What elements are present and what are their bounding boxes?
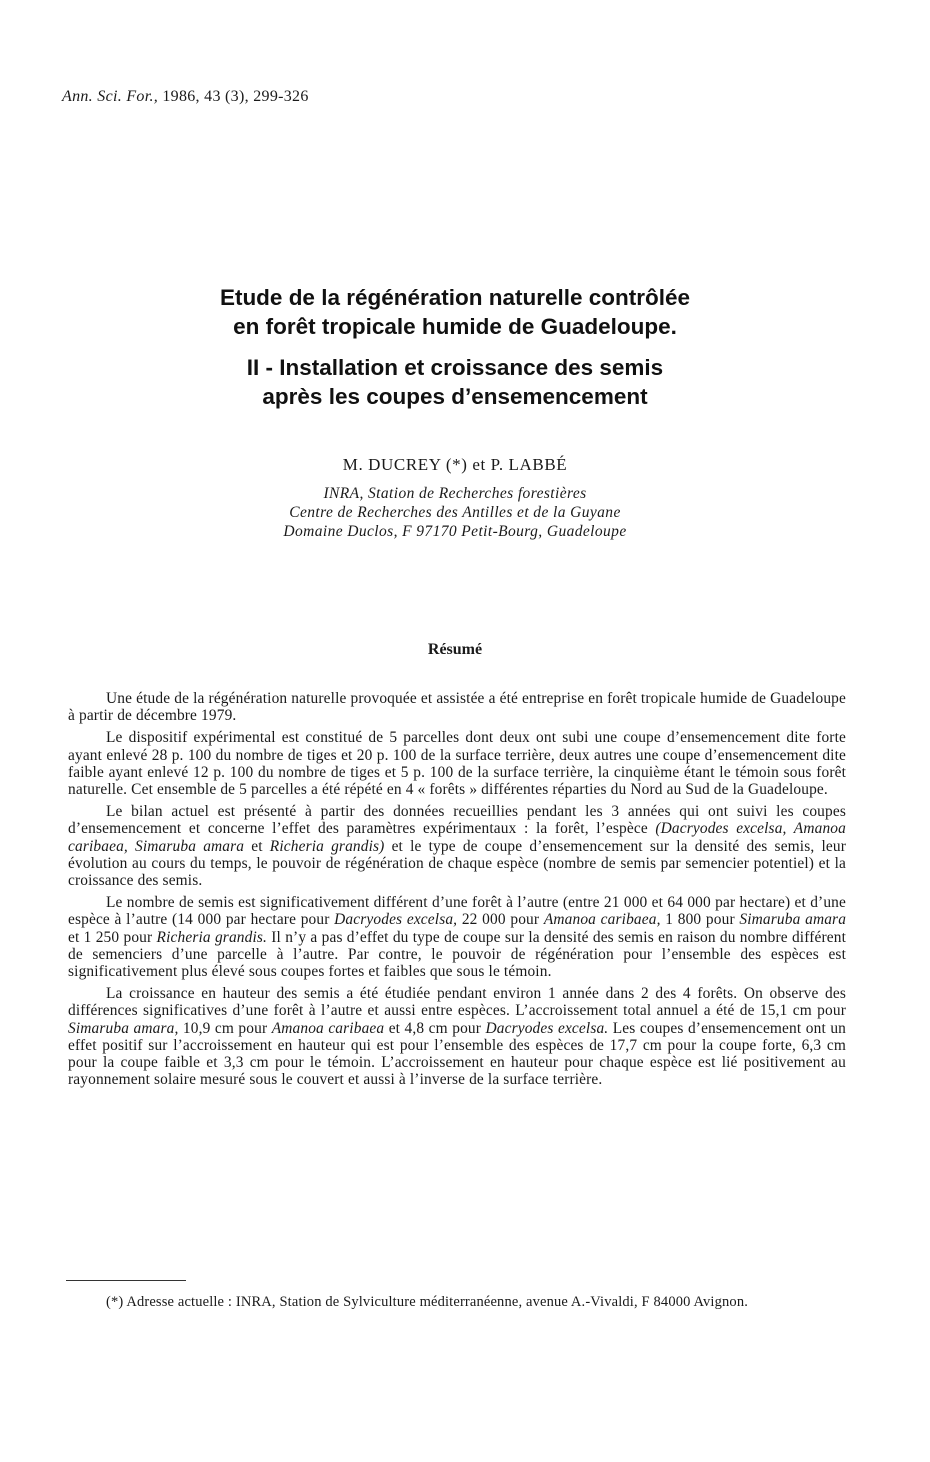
subtitle-line-2: après les coupes d’ensemencement [262, 384, 648, 409]
species-name: Richeria grandis. [156, 928, 268, 946]
journal-reference [62, 88, 309, 106]
abstract-paragraph-4 [68, 894, 846, 980]
resume-heading: Résumé [427, 641, 483, 658]
subtitle-line-1: II - Installation et croissance des semis [246, 355, 664, 380]
footnote-text: (*) Adresse actuelle : INRA, Station de Sylviculture méditerranéenne, avenue A.-Vivaldi, F 84000 Avignon. [106, 1294, 748, 1310]
text-run: Les coupes d’ensemencement ont un effet positif sur l’accroissement en hauteur qui est pour l’ensemble des espèces de 17,7 cm pour la coupe forte, 6,3 cm pour la coupe faible et 3,3 cm pour le témoin. L’accroissement en hauteur pour chaque espèce est lié positivement au rayonnement solaire mesuré sous le couvert et aussi à l’inverse de la surface terrière. [68, 1019, 847, 1089]
species-name: Amanoa caribaea [271, 1019, 385, 1037]
journal-citation: 1986, 43 (3), 299-326 [162, 88, 309, 105]
abstract-paragraph-3 [68, 803, 846, 889]
affiliation-line-1: INRA, Station de Recherches forestières [323, 485, 587, 502]
species-name: Simaruba amara, [68, 1019, 179, 1037]
abstract [68, 690, 846, 1093]
abstract-paragraph-1: Une étude de la régénération naturelle provoquée et assistée a été entreprise en forêt tropicale humide de Guadeloupe à partir de décembre 1979. [68, 690, 846, 725]
text-run: et 1 250 pour [68, 928, 157, 946]
text-run: et [244, 837, 270, 855]
species-name: Simaruba amara [739, 911, 847, 929]
affiliation-line-3: Domaine Duclos, F 97170 Petit-Bourg, Guadeloupe [283, 523, 627, 540]
affiliation-line-2: Centre de Recherches des Antilles et de la Guyane [289, 504, 621, 521]
species-name: Dacryodes excelsa, [334, 911, 458, 929]
article-title [100, 283, 810, 411]
text-run: et le type de coupe d’ensemencement sur la densité des semis, leur évolution au cours du temps, le pouvoir de régénération de chaque espèce (nombre de semis par semencier potentiel) et la croissance des semis. [68, 837, 847, 890]
title-line-2: en forêt tropicale humide de Guadeloupe. [233, 314, 677, 339]
footnote-divider [66, 1280, 186, 1281]
footnote [68, 1294, 846, 1311]
text-run: Le nombre de semis est significativement différent d’une forêt à l’autre (entre 21 000 et 64 000 par hectare) et d’une espèce à l’autre (14 000 par hectare pour [68, 894, 846, 929]
abstract-paragraph-5 [68, 985, 846, 1088]
text-run: La croissance en hauteur des semis a été étudiée pendant environ 1 année dans 2 des 4 forêts. On observe des différences significatives d’une forêt à l’autre et aussi entre espèces. L’accroissement total annuel a été de 15,1 cm pour [68, 985, 846, 1020]
text-run: 1 800 pour [660, 911, 740, 929]
text-run: et 4,8 cm pour [384, 1019, 486, 1037]
species-list: (Dacryodes excelsa, Amanoa caribaea, Simaruba amara [68, 820, 846, 855]
species-name: Dacryodes excelsa. [485, 1019, 609, 1037]
text-run: 22 000 pour [457, 911, 544, 929]
species-name: Amanoa caribaea, [543, 911, 661, 929]
abstract-paragraph-2: Le dispositif expérimental est constitué de 5 parcelles dont deux ont subi une coupe d’ensemencement dite forte ayant enlevé 28 p. 100 du nombre de tiges et 20 p. 100 de la surface terrière, deux autres une coupe d’ensemencement dite faible ayant enlevé 12 p. 100 du nombre de tiges et 5 p. 100 de la surface terrière, la cinquième étant le témoin sous forêt naturelle. Cet ensemble de 5 parcelles a été répété en 4 « forêts » différentes réparties du Nord au Sud de la Guadeloupe. [68, 729, 846, 799]
title-line-1: Etude de la régénération naturelle contrôlée [219, 285, 691, 310]
species-name: Richeria grandis) [269, 837, 385, 855]
text-run: Le bilan actuel est présenté à partir des données recueillies pendant les 3 années qui ont suivi les coupes d’ensemencement et concerne l’effet des paramètres expérimentaux : la forêt, l’espèce [68, 803, 846, 838]
authors: M. DUCREY (*) et P. LABBÉ [342, 455, 568, 474]
journal-name: Ann. Sci. For., [62, 88, 159, 105]
text-run: 10,9 cm pour [178, 1019, 272, 1037]
affiliation [100, 484, 810, 541]
text-run: Il n’y a pas d’effet du type de coupe sur la densité des semis en raison du nombre différent de semenciers d’une parcelle à l’autre. Par contre, le pouvoir de régénération pour l’ensemble des espèces est significativement plus élevé sous coupes fortes et faibles que sous le témoin. [68, 928, 847, 981]
